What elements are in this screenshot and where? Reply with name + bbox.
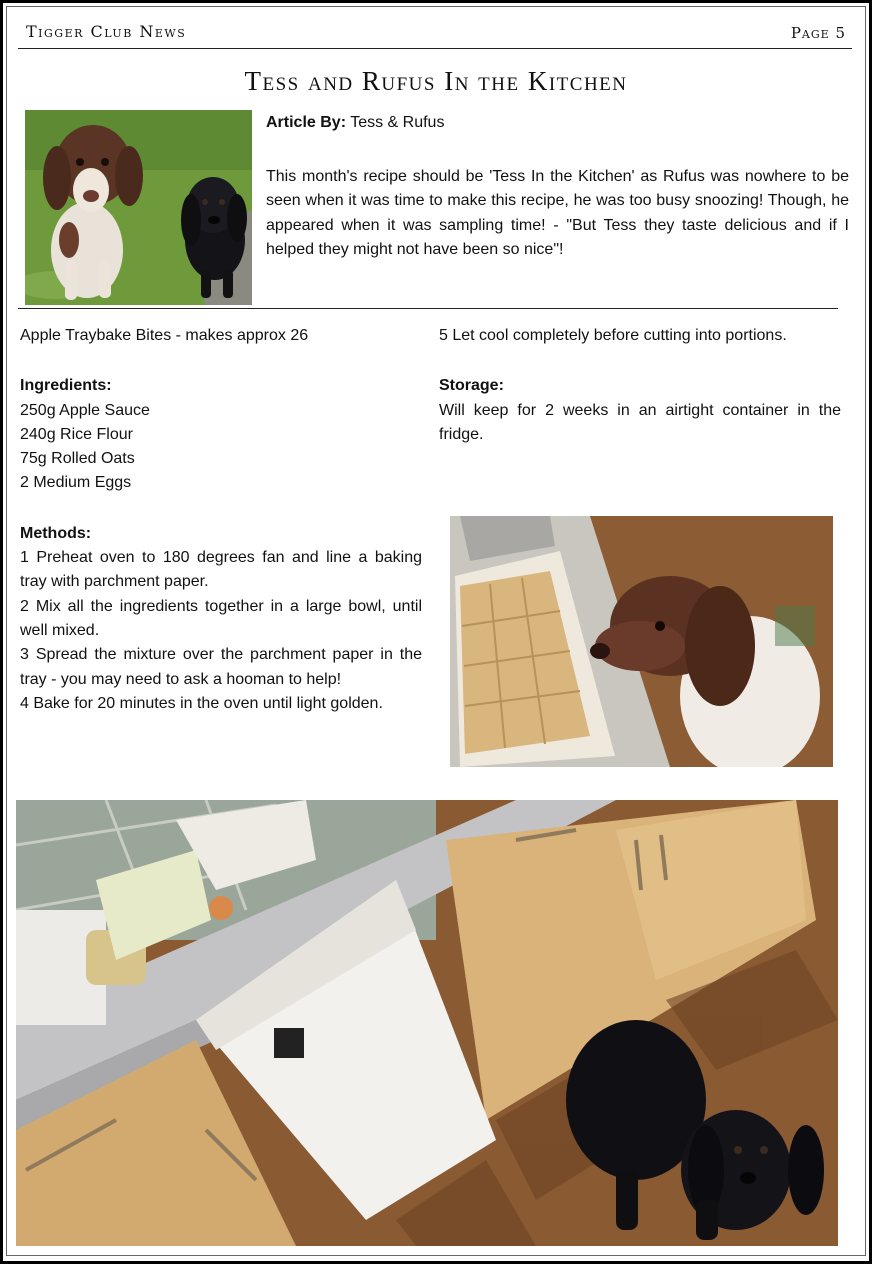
- header-divider: [18, 48, 852, 49]
- method-step: 1 Preheat oven to 180 degrees fan and line a baking tray with parchment paper.: [20, 549, 422, 591]
- newsletter-name: Tigger Club News: [26, 22, 187, 41]
- byline-authors: Tess & Rufus: [350, 114, 445, 131]
- ingredient-item: 240g Rice Flour: [20, 425, 133, 443]
- storage-heading: Storage:: [439, 377, 504, 395]
- ingredient-item: 2 Medium Eggs: [20, 474, 132, 492]
- byline: [266, 114, 444, 132]
- recipe-name: Apple Traybake Bites - makes approx 26: [20, 327, 309, 344]
- page-number: Page 5: [790, 24, 846, 42]
- recipe-column-right: [439, 324, 841, 447]
- ingredient-item: 250g Apple Sauce: [20, 401, 150, 419]
- storage-text: Will keep for 2 weeks in an airtight container in the fridge.: [439, 401, 841, 443]
- ingredient-item: 75g Rolled Oats: [20, 450, 135, 468]
- ingredients-heading: Ingredients:: [20, 377, 112, 395]
- photo-dog-with-traybake: [450, 516, 833, 767]
- method-step: 4 Bake for 20 minutes in the oven until light golden.: [20, 694, 383, 712]
- photo-two-dogs: [25, 110, 252, 305]
- article-title: Tess and Rufus In the Kitchen: [244, 66, 628, 96]
- method-step: 2 Mix all the ingredients together in a large bowl, until well mixed.: [20, 597, 422, 639]
- recipe-column-left: [20, 324, 422, 716]
- method-step: 5 Let cool completely before cutting into portions.: [439, 327, 787, 344]
- section-divider: [18, 308, 838, 309]
- intro-paragraph: This month's recipe should be 'Tess In the Kitchen' as Rufus was nowhere to be seen when it was time to make this recipe, he was too busy snoozing! Though, he appeared when it was sampling time! - "But Tess they taste delicious and if I helped they might not have been so nice"!: [266, 168, 849, 258]
- method-step: 3 Spread the mixture over the parchment paper in the tray - you may need to ask a hooman to help!: [20, 646, 422, 688]
- methods-heading: Methods:: [20, 524, 92, 542]
- photo-kitchen-black-dog: [16, 800, 838, 1246]
- byline-label: Article By:: [266, 114, 347, 131]
